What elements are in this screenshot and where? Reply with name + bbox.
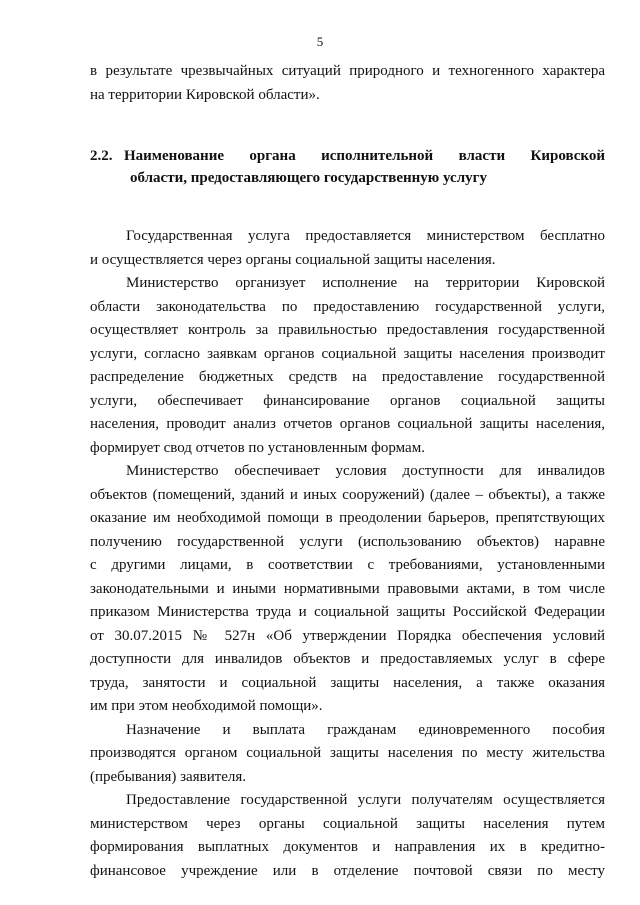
- paragraph-line: доступности для инвалидов объектов и предоставляемых услуг в сфере: [90, 651, 605, 667]
- paragraph-line: финансовое учреждение или в отделение почтовой связи по месту: [90, 862, 605, 879]
- paragraph-line: осуществляет контроль за правильностью предоставления государственной: [90, 322, 605, 338]
- paragraph-line: труда, занятости и социальной защиты населения, а также оказания: [90, 674, 605, 691]
- paragraph-line: (пребывания) заявителя.: [90, 768, 247, 785]
- paragraph-line: и осуществляется через органы социальной защиты населения.: [90, 251, 496, 268]
- paragraph-line: формирования выплатных документов и направления их в кредитно-: [90, 839, 605, 855]
- paragraph-line: Предоставление государственной услуги получателям осуществляется: [126, 792, 605, 808]
- intro-line: в результате чрезвычайных ситуаций природного и техногенного характера: [90, 63, 605, 79]
- document-body: [90, 60, 605, 883]
- paragraph-line: с другими лицами, в соответствии с требованиями, установленными: [90, 557, 605, 573]
- paragraph-line: министерством через органы социальной защиты населения путем: [90, 815, 605, 832]
- paragraph-line: получению государственной услуги (использованию объектов) наравне: [90, 533, 605, 550]
- section-heading-line: области, предоставляющего государственную услугу: [130, 170, 487, 186]
- paragraph-line: Министерство организует исполнение на территории Кировской: [126, 275, 605, 291]
- section-number: 2.2.: [90, 148, 113, 164]
- paragraph-line: формирует свод отчетов по установленным формам.: [90, 439, 425, 456]
- paragraph-line: объектов (помещений, зданий и иных сооружений) (далее – объекты), а также: [90, 486, 605, 503]
- paragraph-line: приказом Министерства труда и социальной защиты Российской Федерации: [90, 604, 605, 620]
- paragraph-line: области законодательства по предоставлению государственной услуги,: [90, 298, 605, 315]
- paragraph-line: Государственная услуга предоставляется министерством бесплатно: [126, 228, 605, 244]
- section-heading-line: Наименование органа исполнительной власти Кировской: [124, 148, 605, 164]
- paragraph-line: им при этом необходимой помощи».: [90, 698, 323, 714]
- paragraph-line: законодательными и иными нормативными правовыми актами, в том числе: [90, 580, 605, 597]
- paragraph-line: Назначение и выплата гражданам единовременного пособия: [126, 721, 605, 738]
- paragraph-line: производятся органом социальной защиты населения по месту жительства: [90, 745, 605, 761]
- intro-line: на территории Кировской области».: [90, 86, 320, 103]
- section-heading: [90, 145, 605, 189]
- paragraph-line: от 30.07.2015 № 527н «Об утверждении Порядка обеспечения условий: [90, 627, 605, 644]
- paragraph-line: услуги, обеспечивает финансирование органов социальной защиты: [90, 392, 605, 409]
- paragraph-line: распределение бюджетных средств на предоставление государственной: [90, 369, 605, 385]
- paragraph-line: населения, проводит анализ отчетов органов социальной защиты населения,: [90, 416, 605, 432]
- paragraph-line: оказание им необходимой помощи в преодолении барьеров, препятствующих: [90, 510, 605, 526]
- paragraph-line: Министерство обеспечивает условия доступности для инвалидов: [126, 463, 605, 479]
- paragraph-line: услуги, согласно заявкам органов социальной защиты населения производит: [90, 345, 605, 362]
- page-number: 5: [316, 34, 324, 49]
